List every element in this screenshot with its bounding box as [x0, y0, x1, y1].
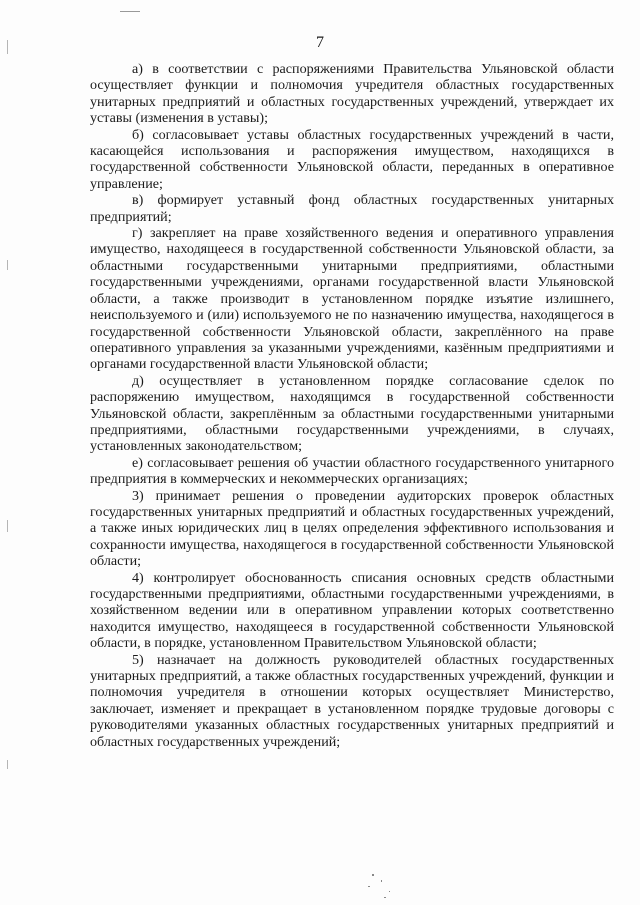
scan-speck [372, 874, 374, 876]
paragraph-3: 3) принимает решения о проведении аудиторских проверок областных государственных унитарных предприятий и областных государственных учреждений, а также иных юридических лиц в целях определения эффективного использования и сохранности имущества, находящегося в государственной собственности Ульяновской области; [90, 487, 614, 570]
paragraph-4: 4) контролирует обоснованность списания основных средств областными государственными предприятиями, областными государственными учреждениями, в хозяйственном ведении или в оперативном управлении которых соответственно находится имущество, находящееся в государственной собственности Ульяновской области, в порядке, установленном Правительством Ульяновской области; [90, 569, 614, 652]
paragraph-e: е) согласовывает решения об участии областного государственного унитарного предприятия в коммерческих и некоммерческих организациях; [90, 454, 614, 488]
page-number: 7 [316, 34, 324, 51]
paragraph-v: в) формирует уставный фонд областных государственных унитарных предприятий; [90, 192, 614, 225]
scan-speck [368, 886, 370, 887]
scan-speck [384, 897, 386, 898]
scan-edge-mark [7, 40, 8, 54]
paragraph-a: а) в соответствии с распоряжениями Правительства Ульяновской области осуществляет функции и полномочия учредителя областных государственных унитарных предприятий и областных государственных учреждений, утверждает их уставы (изменения в уставы); [90, 61, 614, 127]
scan-edge-mark [7, 760, 8, 769]
paragraph-g: г) закрепляет на праве хозяйственного ведения и оперативного управления имущество, находящееся в государственной собственности Ульяновской области, за областными государственными унитарными предприятиями, областными государственными учреждениями, органами государственной власти Ульяновской области, а также производит в установленном порядке изъятие излишнего, неиспользуемого и (или) используемого не по назначению имущества, находящегося в государственной собственности Ульяновской области, закреплённого на праве оперативного управления за указанными учреждениями, казённым предприятиями и органами государственной власти Ульяновской области; [90, 225, 614, 373]
paragraph-5: 5) назначает на должность руководителей областных государственных унитарных предприятий, а также областных государственных учреждений, функции и полномочия учредителя в отношении которых осуществляет Министерство, заключает, изменяет и прекращает в установленном порядке трудовые договоры с руководителями указанных областных государственных унитарных предприятий и областных государственных учреждений; [90, 651, 614, 750]
scan-speck [120, 11, 140, 12]
body-text [90, 61, 614, 750]
scan-speck [389, 891, 390, 892]
scan-edge-mark [7, 520, 8, 532]
paragraph-d: д) осуществляет в установленном порядке согласование сделок по распоряжению имуществом, находящимся в государственной собственности Ульяновской области, закреплённым за областными государственными унитарными предприятиями, областными государственными учреждениями, в случаях, установленных законодательством; [90, 372, 614, 455]
paragraph-b: б) согласовывает уставы областных государственных учреждений в части, касающейся использования и распоряжения имуществом, находящихся в государственной собственности Ульяновской области, переданных в оперативное управление; [90, 126, 614, 192]
scan-edge-mark [7, 260, 8, 270]
scan-speck [381, 880, 382, 882]
